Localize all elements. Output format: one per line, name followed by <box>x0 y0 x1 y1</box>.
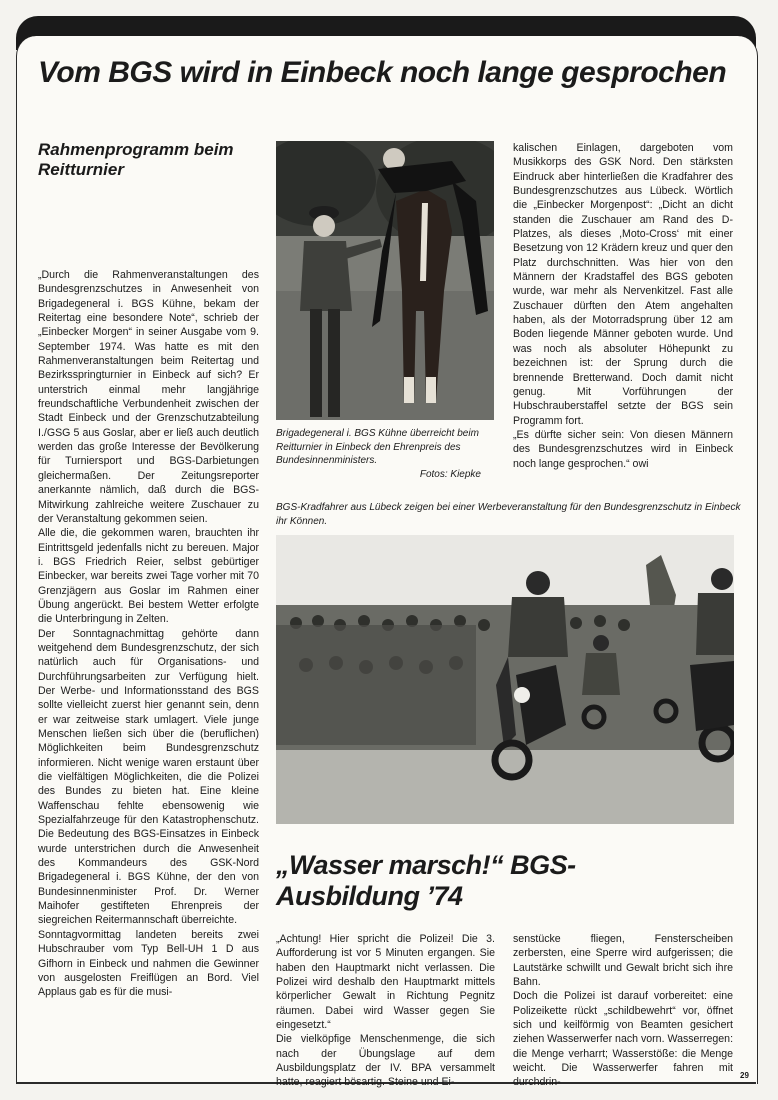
article-subheadline: Rahmenprogramm beim Reitturnier <box>38 140 234 179</box>
photo-award-ceremony <box>276 141 494 420</box>
page-number: 29 <box>740 1071 749 1080</box>
paragraph: Die vielköpfige Menschenmenge, die sich nach der Übungslage auf dem Ausbildungsplatz der IV. BPA versammelt hatte, reagiert bösartig. Steine und Ei- <box>276 1033 495 1089</box>
article-left-column <box>38 268 259 1000</box>
photo1-caption: Brigadegeneral i. BGS Kühne überreicht beim Reitturnier in Einbeck den Ehrenpreis des Bundesinnenministers. <box>276 428 479 466</box>
photo-motorcycle-riders <box>276 535 734 824</box>
photo2-caption: BGS-Kradfahrer aus Lübeck zeigen bei einer Werbeveranstaltung für den Bundesgrenzschutz in Einbeck ihr Können. <box>276 502 741 527</box>
paragraph: Alle die, die gekommen waren, brauchten ihr Eintrittsgeld jedenfalls nicht zu bereuen. Major i. BGS Friedrich Reier, selbst gebürtiger Einbecker, war bereits zwei Tage vorher mit 70 Grenzjägern aus Goslar im Rahmen einer Übung angerückt. Bei bestem Wetter erfolgte die Unterbringung in Zelten. <box>38 527 259 626</box>
article2-column-b <box>513 932 733 1090</box>
paragraph: kalischen Einlagen, dargeboten vom Musikkorps des GSK Nord. Den stärksten Eindruck aber hinterließen die Kradfahrer des Bundesgrenzschutzes aus Lübeck. Wörtlich die „Einbecker Morgenpost“: „Dicht an dicht standen die Zuschauer am Rand des D-Platzes, als dieses ,Moto-Cross‘ mit einer Besetzung von 12 Krädern kreuz und quer den Platz durchschnitten. Was hier von den Männern der Kradstaffel des BGS geboten wurde, war mehr als Nervenkitzel. Fast alle Zuschauer dürften den Atem angehalten haben, als der Motorradsprung über 12 am Boden liegende Männer geboten wurde. Und was noch als absoluter Höhepunkt zu bezeichnen ist: der Sprung durch die brennende Bretterwand. Doch damit nicht genug. Mit Vorführungen der Hubschrauberstaffel setzte der BGS sein Programm fort. <box>513 142 733 427</box>
article-right-column <box>513 141 733 471</box>
photo1-credit: Fotos: Kiepke <box>419 469 481 480</box>
paragraph: Sonntagvormittag landeten bereits zwei Hubschrauber vom Typ Bell-UH 1 D aus Gifhorn in Einbeck und nahmen die Gewinner von ausgelosten Freiflügen an Bord. Viel Applaus gab es für die musi- <box>38 928 259 999</box>
paragraph: Doch die Polizei ist darauf vorbereitet: eine Polizeikette rückt „schildbewehrt“ vor, öffnet sich und keilförmig von Beamten gesichert ziehen Wasserwerfer nach vorn. Wasserregen: die Menge verharrt; Wasserstöße: die Menge weicht. Die Wasserwerfer fahren mit durchdrin- <box>513 990 734 1089</box>
paragraph: Der Sonntagnachmittag gehörte dann weitgehend dem Bundesgrenzschutz, der sich natürlich auch für Organisations- und Durchführungsarbeiten zur Verfügung hielt. Der Werbe- und Informationsstand des BGS sollte vielleicht zuerst hier genannt sein, denn er war zeitweise stark umlagert. Viele junge Menschen ließen sich über die (beruflichen) Möglichkeiten beim Bundesgrenzschutz informieren. Nicht wenige waren erstaunt über die vielfältigen Möglichkeiten, die die Polizei des Bundes zu bieten hat. Eine kleine Waffenschau fehlte ebensowenig wie Spezialfahrzeuge für den Katastrophenschutz. Die Bedeutung des BGS-Einsatzes in Einbeck wurde unterstrichen durch die Anwesenheit des Kommandeurs des GSK-Nord Brigadegeneral i. BGS Kühne, der den von Bundesinnenminister Prof. Dr. Werner Maihofer gestifteten Ehrenpreis der siegreichen Reitermannschaft überreichte. <box>38 627 259 927</box>
paragraph: „Es dürfte sicher sein: Von diesen Männern des Bundesgrenzschutzes wird in Einbeck noch lange gesprochen.“ owi <box>513 428 733 470</box>
paragraph: „Achtung! Hier spricht die Polizei! Die 3. Aufforderung ist vor 5 Minuten ergangen. Sie haben den Hauptmarkt nicht verlassen. Die Polizei wird deshalb den Hauptmarkt mittels körperlicher Gewalt in Richtung Pegnitz räumen. Dabei wird Wasser gegen Sie eingesetzt.“ <box>276 933 495 1032</box>
article-headline: Vom BGS wird in Einbeck noch lange gesprochen <box>38 56 727 89</box>
paragraph: senstücke fliegen, Fensterscheiben zerbersten, eine Sperre wird aufgerissen; die Lautstärke schwillt und Gewalt bricht sich ihre Bahn. <box>513 933 733 989</box>
article2-headline: „Wasser marsch!“ BGS-Ausbildung ’74 <box>276 850 576 911</box>
article2-column-a <box>276 932 495 1090</box>
paragraph: „Durch die Rahmenveranstaltungen des Bundesgrenzschutzes in Anwesenheit von Brigadegeneral i. BGS Kühne, bekam der Reitertag eine besondere Note“, schrieb der „Einbecker Morgen“ in seiner Ausgabe vom 9. September 1974. Was hatte es mit den Rahmenveranstaltungen beim Reitertag und Bezirksspringturnier in Einbeck auf sich? Er unterstrich einmal mehr langjährige freundschaftliche Verbundenheit zwischen der Stadt Einbeck und der Grenzschutzabteilung I./GSG 5 aus Goslar, aber er ließ auch deutlich werden das große Interesse der Bevölkerung für Turniersport und BGS-Darbietungen gleichermaßen. Der Zeitungsreporter anerkannte nämlich, daß durch die BGS-Mitwirkung zahlreiche weitere Zuschauer zu der Veranstaltung gekommen seien. <box>38 269 259 525</box>
